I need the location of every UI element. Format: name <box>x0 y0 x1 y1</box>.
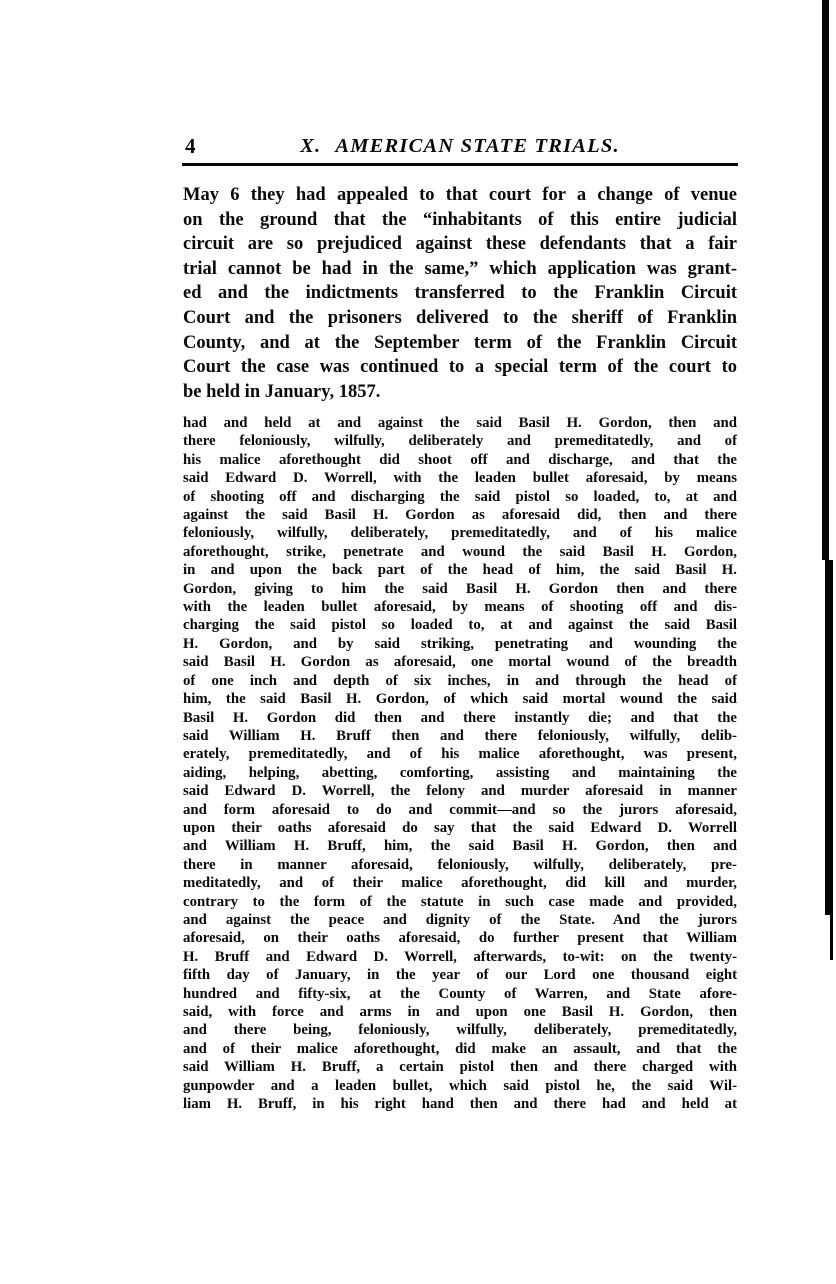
text-line: fifth day of January, in the year of our Lord one thousand eight <box>183 967 737 984</box>
text-line: trial cannot be had in the same,” which application was grant- <box>183 258 737 279</box>
text-line: of one inch and depth of six inches, in and through the head of <box>183 672 737 689</box>
text-line: Gordon, giving to him the said Basil H. Gordon then and there <box>183 580 737 597</box>
text-line: there in manner aforesaid, feloniously, wilfully, deliberately, pre- <box>183 856 737 873</box>
text-line: Basil H. Gordon did then and there instantly die; and that the <box>183 709 737 726</box>
text-line: and there being, feloniously, wilfully, deliberately, premeditatedly, <box>183 1022 737 1039</box>
text-line: contrary to the form of the statute in such case made and provided, <box>183 893 737 910</box>
text-line: aiding, helping, abetting, comforting, assisting and maintaining the <box>183 764 737 781</box>
scan-artifact-right-edge <box>830 915 833 960</box>
text-line: and form aforesaid to do and commit—and so the jurors aforesaid, <box>183 801 737 818</box>
text-line: be held in January, 1857. <box>183 381 381 402</box>
text-line: circuit are so prejudiced against these defendants that a fair <box>183 234 737 255</box>
text-line: Court and the prisoners delivered to the sheriff of Franklin <box>183 307 737 328</box>
text-line: May 6 they had appealed to that court for a change of venue <box>183 185 737 205</box>
text-line: with the leaden bullet aforesaid, by means of shooting off and dis- <box>183 599 737 616</box>
text-line: said Edward D. Worrell, with the leaden bullet aforesaid, by means <box>183 470 737 487</box>
text-line: said Edward D. Worrell, the felony and murder aforesaid in manner <box>183 783 737 800</box>
text-line: charging the said pistol so loaded to, at and against the said Basil <box>183 617 737 634</box>
running-title-text: AMERICAN STATE TRIALS. <box>335 135 620 157</box>
text-line: and against the peace and dignity of the State. And the jurors <box>183 911 737 928</box>
text-line: him, the said Basil H. Gordon, of which said mortal wound the said <box>183 691 737 708</box>
text-line: said William H. Bruff then and there feloniously, wilfully, delib- <box>183 727 737 744</box>
text-line: and of their malice aforethought, did make an assault, and that the <box>183 1040 737 1057</box>
text-line: Court the case was continued to a special term of the court to <box>183 357 737 378</box>
text-line: erately, premeditatedly, and of his malice aforethought, was present, <box>183 746 737 763</box>
text-line: in and upon the back part of the head of him, the said Basil H. <box>183 562 737 579</box>
running-title <box>183 134 737 158</box>
paragraph-indictment-quote <box>183 414 737 1113</box>
text-line: against the said Basil H. Gordon as aforesaid did, then and there <box>183 507 737 524</box>
text-line: feloniously, wilfully, deliberately, premeditatedly, and of his malice <box>183 525 737 542</box>
text-line: said Basil H. Gordon as aforesaid, one mortal wound of the breadth <box>183 654 737 671</box>
text-line: upon their oaths aforesaid do say that the said Edward D. Worrell <box>183 819 737 836</box>
text-line: aforethought, strike, penetrate and wound the said Basil H. Gordon, <box>183 543 737 560</box>
scan-artifact-right-edge <box>825 560 833 915</box>
text-line: and William H. Bruff, him, the said Basil H. Gordon, then and <box>183 838 737 855</box>
page-header <box>183 134 737 160</box>
text-line: his malice aforethought did shoot off and discharge, and that the <box>183 451 737 468</box>
text-line: aforesaid, on their oaths aforesaid, do further present that William <box>183 930 737 947</box>
header-divider-rule <box>182 163 738 166</box>
text-line: H. Bruff and Edward D. Worrell, afterwards, to-wit: on the twenty- <box>183 948 737 965</box>
text-line: gunpowder and a leaden bullet, which said pistol he, the said Wil- <box>183 1077 737 1094</box>
text-line: on the ground that the “inhabitants of this entire judicial <box>183 209 737 230</box>
running-title-numeral: X. <box>300 135 322 157</box>
text-line: of shooting off and discharging the said pistol so loaded, to, at and <box>183 488 737 505</box>
text-line: ed and the indictments transferred to the Franklin Circuit <box>183 283 737 304</box>
page-number: 4 <box>185 134 196 158</box>
scan-artifact-right-edge <box>822 0 829 560</box>
text-line: County, and at the September term of the Franklin Circuit <box>183 332 737 353</box>
text-line: had and held at and against the said Basil H. Gordon, then and <box>183 415 737 431</box>
text-line: there feloniously, wilfully, deliberately and premeditatedly, and of <box>183 433 737 450</box>
text-line: hundred and fifty-six, at the County of Warren, and State afore- <box>183 985 737 1002</box>
text-line: said, with force and arms in and upon one Basil H. Gordon, then <box>183 1004 737 1020</box>
text-line: H. Gordon, and by said striking, penetrating and wounding the <box>183 635 737 652</box>
text-line: said William H. Bruff, a certain pistol then and there charged with <box>183 1059 737 1076</box>
text-line: meditatedly, and of their malice aforethought, did kill and murder, <box>183 875 737 892</box>
paragraph-narrative <box>183 183 737 404</box>
text-line: liam H. Bruff, in his right hand then and there had and held at <box>183 1096 737 1113</box>
